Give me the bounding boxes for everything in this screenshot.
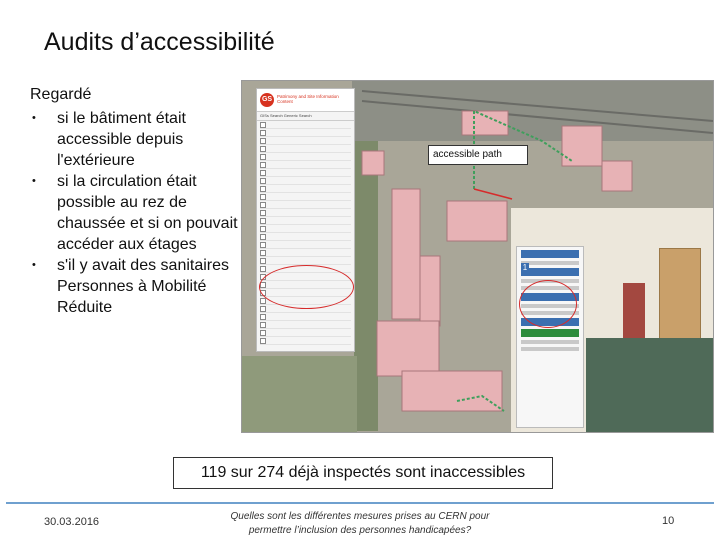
layer-row (260, 201, 351, 209)
sign-band (521, 261, 579, 265)
accessible-path-callout: accessible path (428, 145, 528, 165)
sign-band (521, 340, 579, 344)
layer-row (260, 121, 351, 129)
checkbox-icon (260, 138, 266, 144)
layer-row (260, 257, 351, 265)
bullet-icon: • (32, 259, 36, 271)
layer-row (260, 337, 351, 345)
highlight-ring (259, 265, 354, 309)
checkbox-icon (260, 314, 266, 320)
layer-row (260, 241, 351, 249)
layer-row (260, 145, 351, 153)
direction-sign (516, 246, 584, 428)
inspection-caption: 119 sur 274 déjà inspectés sont inaccessibles (173, 457, 553, 489)
checkbox-icon (260, 306, 266, 312)
checkbox-icon (260, 122, 266, 128)
checkbox-icon (260, 186, 266, 192)
checkbox-icon (260, 266, 266, 272)
layer-row (260, 249, 351, 257)
slide-title: Audits d’accessibilité (44, 28, 275, 56)
checkbox-icon (260, 130, 266, 136)
checkbox-icon (260, 242, 266, 248)
checkbox-icon (260, 234, 266, 240)
sign-band (521, 329, 579, 337)
composite-image (241, 80, 714, 433)
bullet-text: si le bâtiment était accessible depuis l'extérieure (57, 110, 186, 169)
gs-logo-icon: GS (260, 93, 274, 107)
gis-sidebar-panel (256, 88, 355, 352)
bullet-item (30, 171, 245, 255)
layer-row (260, 153, 351, 161)
layer-row (260, 169, 351, 177)
footer-date: 30.03.2016 (44, 516, 100, 528)
checkbox-icon (260, 170, 266, 176)
checkbox-icon (260, 162, 266, 168)
bullet-item (30, 108, 245, 171)
highlight-ring (519, 280, 577, 328)
layer-row (260, 177, 351, 185)
bullet-icon: • (32, 112, 36, 124)
bullet-text: s'il y avait des sanitaires Personnes à Mobilité Réduite (57, 257, 230, 316)
sign-band (521, 347, 579, 351)
bullet-icon: • (32, 175, 36, 187)
gis-panel-tabs: GISs Search Generic Search (257, 112, 354, 121)
footer-question: Quelles sont les différentes mesures prises au CERN pour permettre l’inclusion des personnes handicapées? (230, 511, 490, 536)
slide-body (30, 84, 245, 318)
gis-panel-header (257, 89, 354, 112)
layer-row (260, 313, 351, 321)
checkbox-icon (260, 322, 266, 328)
layer-row (260, 225, 351, 233)
checkbox-icon (260, 258, 266, 264)
checkbox-icon (260, 298, 266, 304)
sign-band (521, 268, 579, 276)
checkbox-icon (260, 330, 266, 336)
layer-row (260, 329, 351, 337)
sign-number: 1 (522, 263, 528, 272)
gis-panel-title: Patrimony and Site Information Content (277, 94, 339, 104)
checkbox-icon (260, 178, 266, 184)
floor (586, 338, 713, 432)
page-number: 10 (662, 515, 675, 527)
layer-row (260, 129, 351, 137)
checkbox-icon (260, 210, 266, 216)
checkbox-icon (260, 250, 266, 256)
signage-photo (511, 208, 713, 432)
lockers (623, 283, 645, 339)
intro-text: Regardé (30, 86, 92, 103)
layer-row (260, 161, 351, 169)
layer-row (260, 193, 351, 201)
checkbox-icon (260, 202, 266, 208)
checkbox-icon (260, 146, 266, 152)
door (659, 248, 701, 345)
layer-row (260, 209, 351, 217)
checkbox-icon (260, 338, 266, 344)
checkbox-icon (260, 194, 266, 200)
layer-row (260, 321, 351, 329)
layer-row (260, 217, 351, 225)
checkbox-icon (260, 226, 266, 232)
checkbox-icon (260, 218, 266, 224)
layer-row (260, 233, 351, 241)
bullet-item (30, 255, 245, 318)
layer-row (260, 137, 351, 145)
sign-band (521, 250, 579, 258)
layer-row (260, 185, 351, 193)
footer-rule (6, 502, 714, 504)
bullet-text: si la circulation était possible au rez de chaussée et si on pouvait accéder aux étages (57, 173, 238, 253)
checkbox-icon (260, 154, 266, 160)
